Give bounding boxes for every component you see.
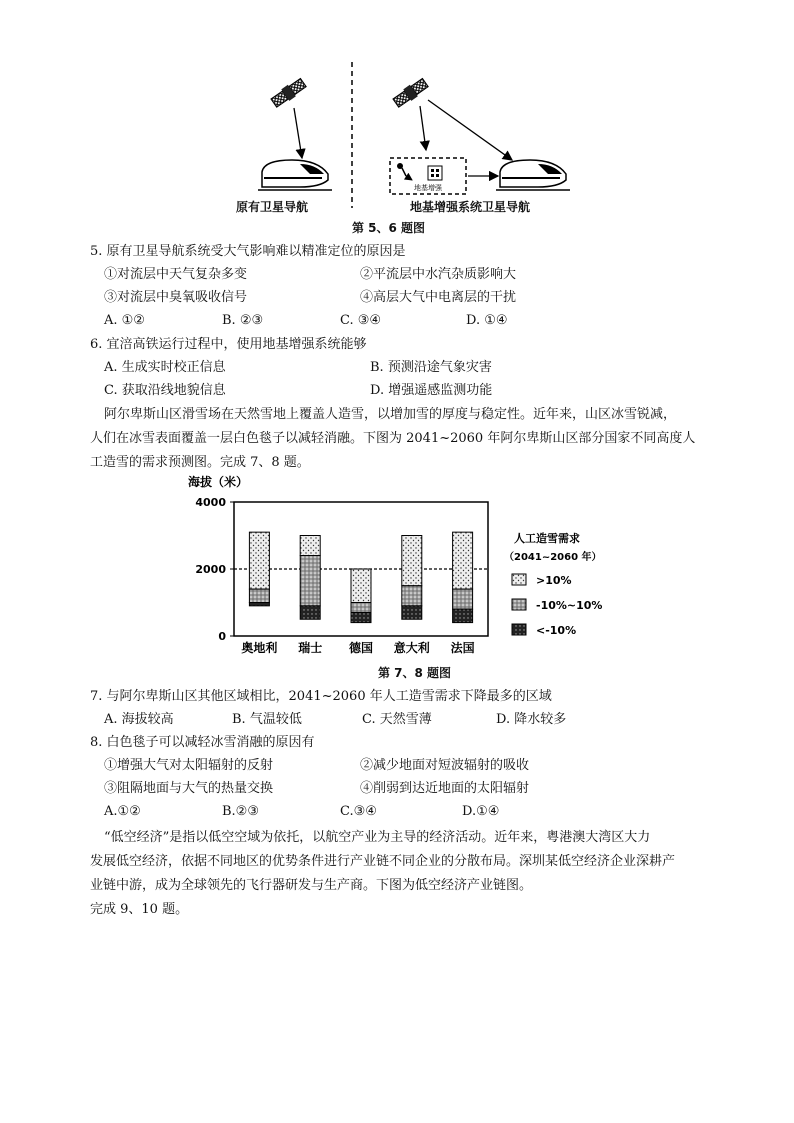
x-tick-label: 德国 (348, 641, 374, 655)
legend-title: 人工造雪需求 (514, 532, 580, 545)
q5-item-4: ④高层大气中电离层的干扰 (360, 290, 517, 305)
building-icon (428, 166, 442, 180)
antenna-icon (397, 163, 412, 180)
q8-item-3: ③阻隔地面与大气的热量交换 (104, 781, 274, 796)
q7-stem: 7. 与阿尔卑斯山区其他区域相比，2041~2060 年人工造雪需求下降最多的区域 (90, 689, 552, 704)
bar-意大利--10%~10% (402, 586, 422, 606)
satellite-icon-right (392, 77, 430, 109)
figure-5-6 (0, 0, 794, 240)
y-axis-title: 海拔（米） (188, 475, 249, 489)
bar-德国->10% (351, 569, 371, 603)
q8-item-2: ②减少地面对短波辐射的吸收 (360, 758, 530, 773)
q8-option-b[interactable]: B.②③ (222, 804, 259, 819)
passage-9-10-line-4: 完成 9、10 题。 (90, 902, 189, 917)
left-diagram-caption: 原有卫星导航 (236, 200, 309, 214)
q5-item-1: ①对流层中天气复杂多变 (104, 267, 248, 282)
y-tick-label: 0 (218, 630, 226, 643)
right-diagram-caption: 地基增强系统卫星导航 (410, 200, 531, 214)
y-tick-label: 4000 (195, 496, 226, 509)
passage-7-8-line-3: 工造雪的需求预测图。完成 7、8 题。 (90, 455, 310, 470)
legend-swatch-2 (512, 624, 526, 635)
navigation-diagram (0, 0, 794, 240)
q7-option-d[interactable]: D. 降水较多 (496, 712, 567, 727)
station-label: 地基增强 (414, 184, 442, 192)
passage-9-10-line-1: “低空经济”是指以低空空域为依托，以航空产业为主导的经济活动。近年来，粤港澳大湾区大力 (104, 830, 651, 845)
q6-option-a[interactable]: A. 生成实时校正信息 (104, 360, 226, 375)
legend-swatch-0 (512, 574, 526, 585)
legend (504, 531, 602, 637)
q8-option-d[interactable]: D.①④ (462, 804, 500, 819)
snow-demand-chart (150, 472, 640, 682)
q5-option-b[interactable]: B. ②③ (222, 313, 264, 328)
legend-label-1: -10%~10% (536, 599, 603, 612)
bar-瑞士->10% (300, 536, 320, 556)
bar-德国-<-10% (351, 613, 371, 623)
q6-option-b[interactable]: B. 预测沿途气象灾害 (370, 360, 492, 375)
x-tick-label: 奥地利 (241, 641, 278, 655)
q6-stem: 6. 宜涪高铁运行过程中，使用地基增强系统能够 (90, 337, 367, 352)
legend-swatch-1 (512, 599, 526, 610)
bar-奥地利--10%~10% (249, 589, 269, 602)
q5-option-c[interactable]: C. ③④ (340, 313, 382, 328)
q7-option-a[interactable]: A. 海拔较高 (104, 712, 174, 727)
bar-奥地利-<-10% (249, 603, 269, 606)
chart-svg (150, 472, 640, 682)
signal-arrow-left (294, 108, 302, 158)
legend-subtitle: （2041~2060 年） (504, 552, 602, 563)
signal-arrow-to-station (420, 106, 426, 150)
train-icon-left (258, 160, 332, 190)
q8-item-1: ①增强大气对太阳辐射的反射 (104, 758, 274, 773)
x-tick-label: 法国 (450, 641, 475, 655)
bar-意大利->10% (402, 536, 422, 586)
bar-奥地利->10% (249, 532, 269, 589)
q5-item-2: ②平流层中水汽杂质影响大 (360, 267, 517, 282)
passage-9-10-line-2: 发展低空经济，依据不同地区的优势条件进行产业链不同企业的分散布局。深圳某低空经济企业深耕产 (90, 854, 676, 869)
passage-9-10-line-3: 业链中游，成为全球领先的飞行器研发与生产商。下图为低空经济产业链图。 (90, 878, 533, 893)
q5-option-d[interactable]: D. ①④ (466, 313, 508, 328)
bar-瑞士-<-10% (300, 606, 320, 619)
y-tick-label: 2000 (195, 563, 226, 576)
bar-德国--10%~10% (351, 603, 371, 613)
q5-stem: 5. 原有卫星导航系统受大气影响难以精准定位的原因是 (90, 244, 406, 259)
bar-法国--10%~10% (453, 589, 473, 609)
q8-item-4: ④削弱到达近地面的太阳辐射 (360, 781, 530, 796)
train-icon-right (496, 160, 570, 190)
bar-法国->10% (453, 532, 473, 589)
figure-7-8-title: 第 7、8 题图 (378, 666, 452, 680)
bar-瑞士--10%~10% (300, 556, 320, 606)
q5-item-3: ③对流层中臭氧吸收信号 (104, 290, 248, 305)
q8-option-c[interactable]: C.③④ (340, 804, 377, 819)
x-tick-label: 瑞士 (298, 641, 323, 655)
q7-option-c[interactable]: C. 天然雪薄 (362, 712, 432, 727)
q8-option-a[interactable]: A.①② (104, 804, 141, 819)
x-tick-label: 意大利 (393, 641, 430, 655)
bar-意大利-<-10% (402, 606, 422, 619)
legend-label-2: <-10% (536, 624, 577, 637)
satellite-icon-left (270, 77, 308, 109)
figure-5-6-title: 第 5、6 题图 (352, 221, 426, 235)
q6-option-d[interactable]: D. 增强遥感监测功能 (370, 383, 493, 398)
q6-option-c[interactable]: C. 获取沿线地貌信息 (104, 383, 226, 398)
plot-area (195, 496, 488, 655)
q8-stem: 8. 白色毯子可以减轻冰雪消融的原因有 (90, 735, 315, 750)
bar-法国-<-10% (453, 609, 473, 622)
legend-label-0: >10% (536, 574, 572, 587)
q5-option-a[interactable]: A. ①② (104, 313, 145, 328)
passage-7-8-line-2: 人们在冰雪表面覆盖一层白色毯子以减轻消融。下图为 2041~2060 年阿尔卑斯山区部分国家不同高度人 (90, 431, 696, 446)
signal-arrow-to-train (428, 100, 512, 160)
q7-option-b[interactable]: B. 气温较低 (232, 712, 302, 727)
passage-7-8-line-1: 阿尔卑斯山区滑雪场在天然雪地上覆盖人造雪，以增加雪的厚度与稳定性。近年来，山区冰雪锐减， (104, 407, 677, 422)
